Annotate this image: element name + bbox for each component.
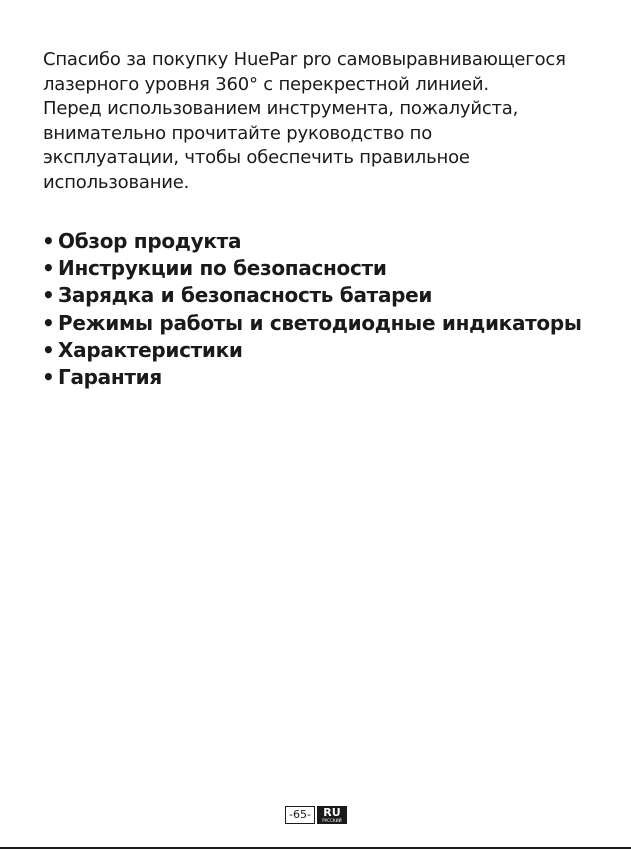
language-code: RU — [323, 806, 341, 819]
bullet-icon: • — [42, 310, 55, 335]
intro-line-6: использование. — [43, 171, 190, 193]
contents-item-label: Характеристики — [58, 337, 243, 362]
contents-item-operating-modes — [42, 310, 582, 337]
bottom-rule — [0, 847, 631, 849]
contents-item-label: Зарядка и безопасность батареи — [58, 283, 433, 308]
intro-paragraph — [43, 48, 623, 195]
bullet-icon: • — [42, 337, 55, 362]
bullet-icon: • — [42, 229, 55, 253]
contents-item-specifications — [42, 337, 582, 364]
intro-line-5: эксплуатации, чтобы обеспечить правильное — [43, 147, 470, 168]
bullet-icon: • — [42, 256, 55, 281]
intro-line-1: Спасибо за покупку HuePar pro самовыравнивающегося — [43, 49, 566, 70]
language-badge — [317, 806, 347, 824]
contents-item-label: Гарантия — [58, 365, 162, 390]
bullet-icon: • — [42, 283, 55, 308]
contents-item-warranty — [42, 364, 582, 391]
contents-item-charging-battery-safety — [42, 282, 582, 309]
contents-item-label: Обзор продукта — [58, 229, 242, 253]
contents-item-label: Режимы работы и светодиодные индикаторы — [58, 310, 582, 335]
contents-item-product-overview — [42, 228, 582, 255]
contents-list — [42, 228, 582, 391]
bullet-icon: • — [42, 365, 55, 390]
contents-item-label: Инструкции по безопасности — [58, 256, 387, 281]
intro-line-4: внимательно прочитайте руководство по — [43, 122, 433, 144]
intro-line-2: лазерного уровня 360° с перекрестной линией. — [43, 73, 489, 95]
page-footer — [285, 806, 347, 824]
page-number: -65- — [285, 806, 315, 824]
contents-item-safety-instructions — [42, 255, 582, 282]
language-name: РУССКИЙ — [322, 818, 342, 823]
intro-line-3: Перед использованием инструмента, пожалуйста, — [43, 98, 519, 119]
